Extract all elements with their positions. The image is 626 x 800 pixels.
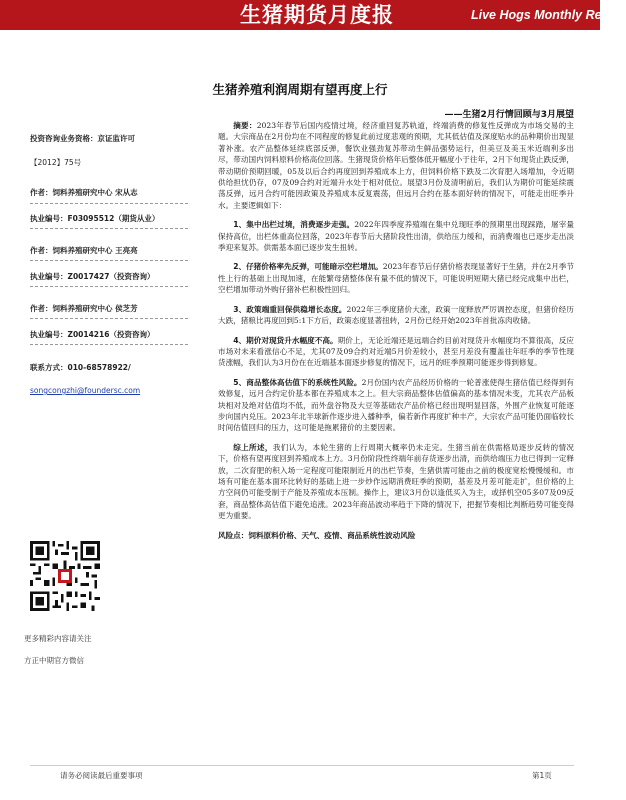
point-4-text: 期价上，无论近端还是远端合约目前对现货升水幅度均不算很高，反应市场对未来看涨信心不足，尤其07及09合约对近端5月价差较小，甚至月差没有覆盖往年旺季的季节性现货涨幅，我们认为3月份在在近端基本面逐步修复的情况下，远月的旺季预期可能逐步得到修复。 <box>218 335 574 368</box>
point-3-label: 3、政策端重回保供稳增长态度。 <box>233 304 347 314</box>
qr-caption-1: 更多精彩内容请关注 <box>24 634 92 643</box>
point-1-text: 2022年四季度养殖端在集中兑现旺季的预期里出现踩踏，屠宰量保持高位，出栏体重高位回落，2023年春节后大猪阶段性出清，供给压力缓和，而消费端也已逐步走出淡季迎来复苏。供需基本面已逐步发生扭转。 <box>218 220 574 253</box>
divider <box>30 286 188 287</box>
qr-caption-2: 方正中期官方微信 <box>24 656 84 665</box>
point-2 <box>218 261 574 295</box>
point-3 <box>218 304 574 327</box>
footer-divider <box>30 765 574 766</box>
point-5 <box>218 377 574 434</box>
risk-label: 风险点： <box>218 530 249 540</box>
summary-text: 2023年春节后国内疫情过境，经济重回复苏轨道，终端消费的修复性反弹成为市场交易的主题。大宗商品在2月份均在不同程度的修复此前过度悲观的预期，尤其低估值及深度贴水的品种期价出现显著补涨。农产品整体延续底部反弹，餐饮业强劲复苏带动生鲜品强势运行，但美豆及美玉米近端利多出尽，带动国内饲料原料价格高位回落。生猪现货价格年后整体低开幅度小于往年，2月下旬现货止跌反弹，带动期价预期回暖，05及以后合约再度回到养殖成本上方，但饲料价格下跌及二次育肥入场增加，令近期供给担忧仍存，07及09合约对近端升水处于相对低位。展望3月份及清明前后，我们认为期价可能延续震荡反弹，远月合约可能因政策及养殖成本反复震荡，但远月合约在基本面好转的情况下，可能走出旺季升水。主要逻辑如下： <box>218 121 575 210</box>
qr-code <box>30 541 100 611</box>
point-1-label: 1、集中出栏过境，消费逐步走强。 <box>233 220 355 230</box>
risk-text: 饲料原料价格、天气、疫情、商品系统性波动风险 <box>248 530 416 540</box>
point-4-label: 4、期价对现货升水幅度不高。 <box>233 335 338 345</box>
license-no: 【2012】75号 <box>30 158 82 167</box>
report-body <box>218 120 574 549</box>
point-3-text: 2022年三季度猪价大涨，政策一度释放严厉调控态度，但猪价经历大跌，猪粮比再度回到5:1下方后，政策态度显著扭转，2月份已经开始2023年首批冻肉收储。 <box>218 304 574 326</box>
author-2-cert: 执业编号：Z0017427（投资咨询） <box>30 272 155 281</box>
qualification: 投资咨询业务资格：京证监许可 <box>30 134 135 143</box>
point-2-label: 2、仔猪价格率先反弹，可能暗示空栏增加。 <box>233 262 383 272</box>
divider <box>30 260 188 261</box>
page-number: 第1页 <box>532 771 552 780</box>
point-5-label: 5、商品整体高估值下的系统性风险。 <box>233 377 362 387</box>
author-3: 作者：饲料养殖研究中心 侯芝芳 <box>30 304 138 313</box>
header-title-en: Live Hogs Monthly Report <box>471 8 626 22</box>
conclusion-label: 综上所述， <box>233 442 273 452</box>
email-link[interactable]: songcongzhi@foundersc.com <box>30 386 141 395</box>
point-5-text: 2月份国内农产品经历价格的一轮普涨使得生猪估值已经得到有效修复，远月合约定价基本都在养殖成本之上。但大宗商品整体估值偏高的基本情况未变，尤其农产品板块相对及绝对估值均不低，而外盘谷物及大豆等基础农产品价格已经出现明显回落，外围产业恢复可能逐步向国内兑压。2023年北半球新作逐步进入播种季，偏若新作再度扩种丰产，大宗农产品可能仍面临较长时间估值回归的压力，这可能是拖累猪价的主要因素。 <box>218 377 574 433</box>
contact-phone: 联系方式：010-68578922/ <box>30 363 131 372</box>
report-subtitle: ——生猪2月行情回顾与3月展望 <box>444 110 574 120</box>
author-2: 作者：饲料养殖研究中心 王亮亮 <box>30 246 138 255</box>
summary-label: 摘要： <box>233 121 257 130</box>
divider <box>30 228 188 229</box>
footer-disclaimer: 请务必阅读最后重要事项 <box>60 771 143 780</box>
conclusion-text: 我们认为，本轮生猪的上行周期大概率仍未走完。生猪当前在供需格局逐步反转的情况下，价格有望再度回到养殖成本上方。3月份阶段性终端年前存货逐步出清，而供给端压力也已得到一定释放，二次育肥的积入场一定程度可能限制近月的出栏节奏，生猪供需可能由之前的极度宽松慢慢缓和。市场有可能在基本面环比转好的基础上进一步炒作远期消费旺季的预期，基差及月差可能走扩，但价格的上方空间仍可能受制于产能及养殖成本压制。操作上，建议3月份以逢低买入为主，或择机空05多07及09反套，商品整体高估值下避免追涨。2023年商品波动率趋于下降的情况下，把握节奏相比判断趋势可能变得更为重要。 <box>218 442 574 521</box>
author-1: 作者：饲料养殖研究中心 宋从志 <box>30 188 138 197</box>
report-title: 生猪养殖利润周期有望再度上行 <box>212 82 388 97</box>
header-title-cn: 生猪期货月度报 <box>240 3 394 27</box>
contact-email[interactable] <box>30 386 140 395</box>
divider <box>30 344 188 345</box>
conclusion <box>218 442 574 522</box>
point-4 <box>218 335 574 369</box>
divider <box>30 318 188 319</box>
point-2-text: 2023年春节后仔猪价格表现显著好于生猪，并在2月季节性上行的基础上出现加速，在能繁母猪整体保有量不低的情况下，可能说明短期大猪已经完成集中出栏，空栏增加带动外购仔猪补栏积极性回归。 <box>218 262 574 295</box>
author-3-cert: 执业编号：Z0014216（投资咨询） <box>30 330 155 339</box>
risk-points <box>218 530 574 541</box>
divider <box>30 203 188 204</box>
summary-paragraph <box>218 120 574 211</box>
point-1 <box>218 219 574 253</box>
author-1-cert: 执业编号：F03095512（期货从业） <box>30 214 160 223</box>
